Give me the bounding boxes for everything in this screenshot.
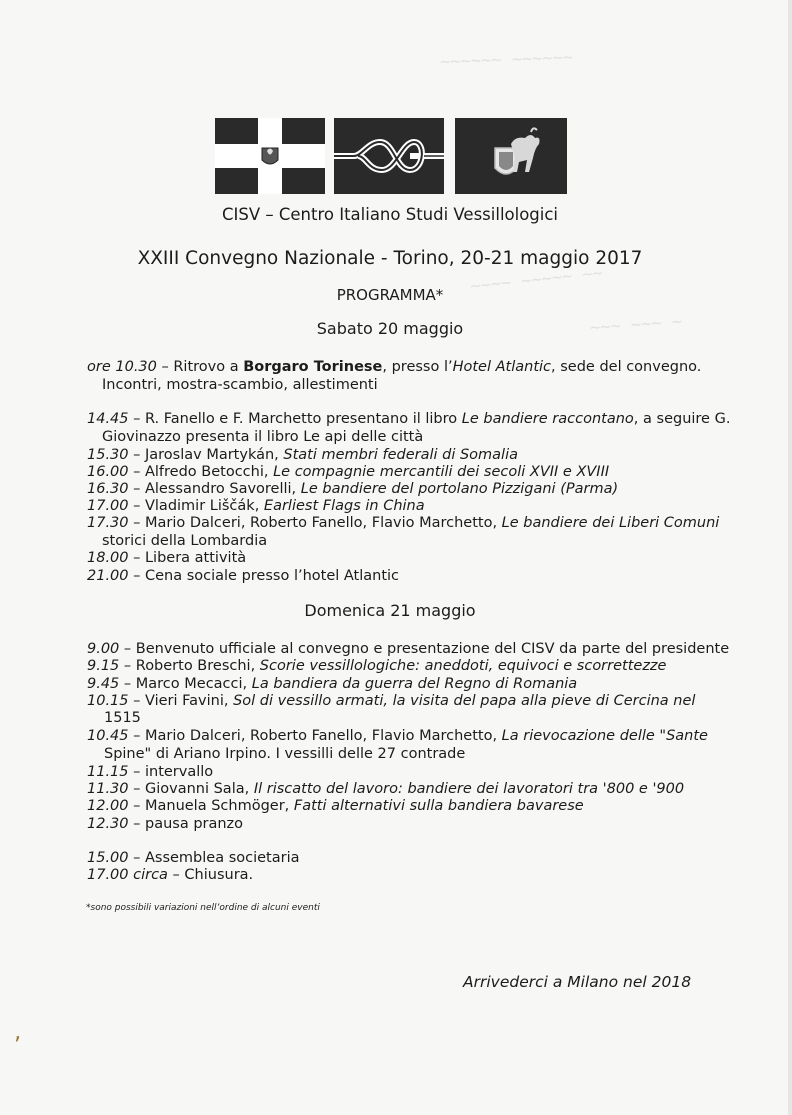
row-time: 9.00 (87, 641, 120, 657)
row-title: Earliest Flags in China (263, 498, 425, 514)
schedule-row (87, 675, 577, 693)
row-time: 10.15 (87, 693, 129, 709)
row-text: – Ritrovo a (156, 359, 244, 375)
row-text: – R. Fanello e F. Marchetto presentano il libro (128, 411, 462, 427)
row-title: Spine" di Ariano Irpino. I vessilli delle 27 contrade (104, 746, 466, 762)
schedule-row-continuation (104, 745, 465, 763)
schedule-row (87, 763, 213, 781)
flag-row (215, 118, 567, 194)
row-title: La rievocazione delle "Sante (501, 728, 708, 744)
row-time: 15.30 (87, 447, 129, 463)
page-edge (788, 0, 792, 1115)
schedule-row-continuation (102, 428, 423, 446)
row-time: 16.00 (87, 464, 129, 480)
row-title: Le api delle città (303, 429, 424, 445)
row-time: 12.00 (87, 798, 129, 814)
closing-line: Arrivederci a Milano nel 2018 (463, 973, 692, 991)
row-time: 11.30 (87, 781, 129, 797)
row-time: 17.30 (87, 515, 129, 531)
row-time: 14.45 (87, 411, 129, 427)
row-title: Sol di vessillo armati, la visita del papa alla pieve di Cercina nel (233, 693, 696, 709)
row-title: Il riscatto del lavoro: bandiere dei lavoratori tra '800 e '900 (253, 781, 685, 797)
schedule-row (87, 849, 300, 867)
bleed-through-text: ~~~~ ~~~~~ ~~ (469, 263, 604, 297)
schedule-row (87, 815, 243, 833)
schedule-row (87, 549, 246, 567)
schedule-row (87, 866, 253, 884)
turin-bull-flag-icon (455, 118, 567, 194)
row-time: ore 10.30 (87, 359, 157, 375)
row-time: 12.30 (87, 816, 129, 832)
row-time: 16.30 (87, 481, 129, 497)
schedule-row (87, 463, 609, 481)
schedule-row (87, 480, 618, 498)
row-time: 11.15 (87, 764, 129, 780)
row-title: Scorie vessillologiche: aneddoti, equivoci e scorrettezze (259, 658, 667, 674)
row-text: , presso l’ (382, 359, 453, 375)
sunday-heading: Domenica 21 maggio (304, 601, 476, 620)
row-text: – pausa pranzo (128, 816, 244, 832)
row-text: – Marco Mecacci, (119, 676, 252, 692)
row-text: – Manuela Schmöger, (128, 798, 294, 814)
row-text: – Chiusura. (167, 867, 254, 883)
row-title: Le bandiere dei Liberi Comuni (501, 515, 720, 531)
schedule-row-continuation (102, 376, 378, 394)
schedule-row (87, 497, 425, 515)
row-text: – Vladimir Liščák, (128, 498, 264, 514)
row-text: – Benvenuto ufficiale al convegno e presentazione del CISV da parte del presidente (119, 641, 730, 657)
programma-heading: PROGRAMMA* (336, 286, 444, 304)
row-title: Fatti alternativi sulla bandiera bavarese (293, 798, 584, 814)
schedule-row (87, 446, 518, 464)
schedule-row (87, 797, 584, 815)
row-text: – Alessandro Savorelli, (128, 481, 301, 497)
row-title: Hotel Atlantic (452, 359, 552, 375)
bleed-through-text: ~~~ ~~~ ~ (589, 311, 683, 339)
schedule-row (87, 692, 695, 710)
footnote: *sono possibili variazioni nell’ordine di alcuni eventi (86, 903, 320, 913)
row-text: – Jaroslav Martykán, (128, 447, 284, 463)
row-text: , sede del convegno. (551, 359, 702, 375)
schedule-row (87, 780, 684, 798)
row-time: 9.15 (87, 658, 120, 674)
row-time: 10.45 (87, 728, 129, 744)
schedule-row (87, 640, 729, 658)
row-text: – Cena sociale presso l’hotel Atlantic (128, 568, 400, 584)
row-time: 18.00 (87, 550, 129, 566)
row-title: Stati membri federali di Somalia (283, 447, 518, 463)
schedule-row (87, 567, 399, 585)
row-text: – Roberto Breschi, (119, 658, 260, 674)
row-text: , a seguire G. (633, 411, 731, 427)
schedule-row (87, 410, 730, 428)
row-text: – Mario Dalceri, Roberto Fanello, Flavio Marchetto, (128, 515, 502, 531)
row-text: Incontri, mostra-scambio, allestimenti (102, 377, 378, 393)
convention-title: XXIII Convegno Nazionale - Torino, 20-21 maggio 2017 (137, 248, 643, 269)
cross-flag-icon (215, 118, 325, 194)
schedule-row-continuation (102, 532, 267, 550)
row-time: 17.00 circa (87, 867, 168, 883)
row-text: Giovinazzo presenta il libro (102, 429, 304, 445)
schedule-row-continuation (104, 709, 141, 727)
row-time: 17.00 (87, 498, 129, 514)
organization-name: CISV – Centro Italiano Studi Vessillologici (221, 205, 559, 224)
row-title: 1515 (104, 710, 141, 726)
row-text: – intervallo (128, 764, 214, 780)
row-time: 15.00 (87, 850, 129, 866)
row-title: Le compagnie mercantili dei secoli XVII e XVIII (273, 464, 610, 480)
saturday-heading: Sabato 20 maggio (316, 319, 464, 338)
row-text: – Assemblea societaria (128, 850, 300, 866)
row-time: 9.45 (87, 676, 120, 692)
row-text: – Giovanni Sala, (128, 781, 254, 797)
row-text: – Alfredo Betocchi, (128, 464, 274, 480)
bleed-through-text: ~~~~~~ ~~~~~~ (439, 47, 574, 73)
schedule-row (87, 358, 701, 376)
row-text: – Mario Dalceri, Roberto Fanello, Flavio Marchetto, (128, 728, 502, 744)
schedule-row (87, 514, 719, 532)
row-place: Borgaro Torinese (243, 359, 383, 375)
row-time: 21.00 (87, 568, 129, 584)
row-title: Le bandiere del portolano Pizzigani (Parma) (300, 481, 619, 497)
schedule-row (87, 727, 708, 745)
row-text: – Vieri Favini, (128, 693, 234, 709)
row-title: La bandiera da guerra del Regno di Romania (251, 676, 578, 692)
schedule-row (87, 657, 666, 675)
row-title: storici della Lombardia (102, 533, 268, 549)
row-text: – Libera attività (128, 550, 247, 566)
row-title: Le bandiere raccontano (461, 411, 634, 427)
savoy-knot-flag-icon (334, 118, 444, 194)
pen-mark: ‚ (14, 1020, 21, 1045)
